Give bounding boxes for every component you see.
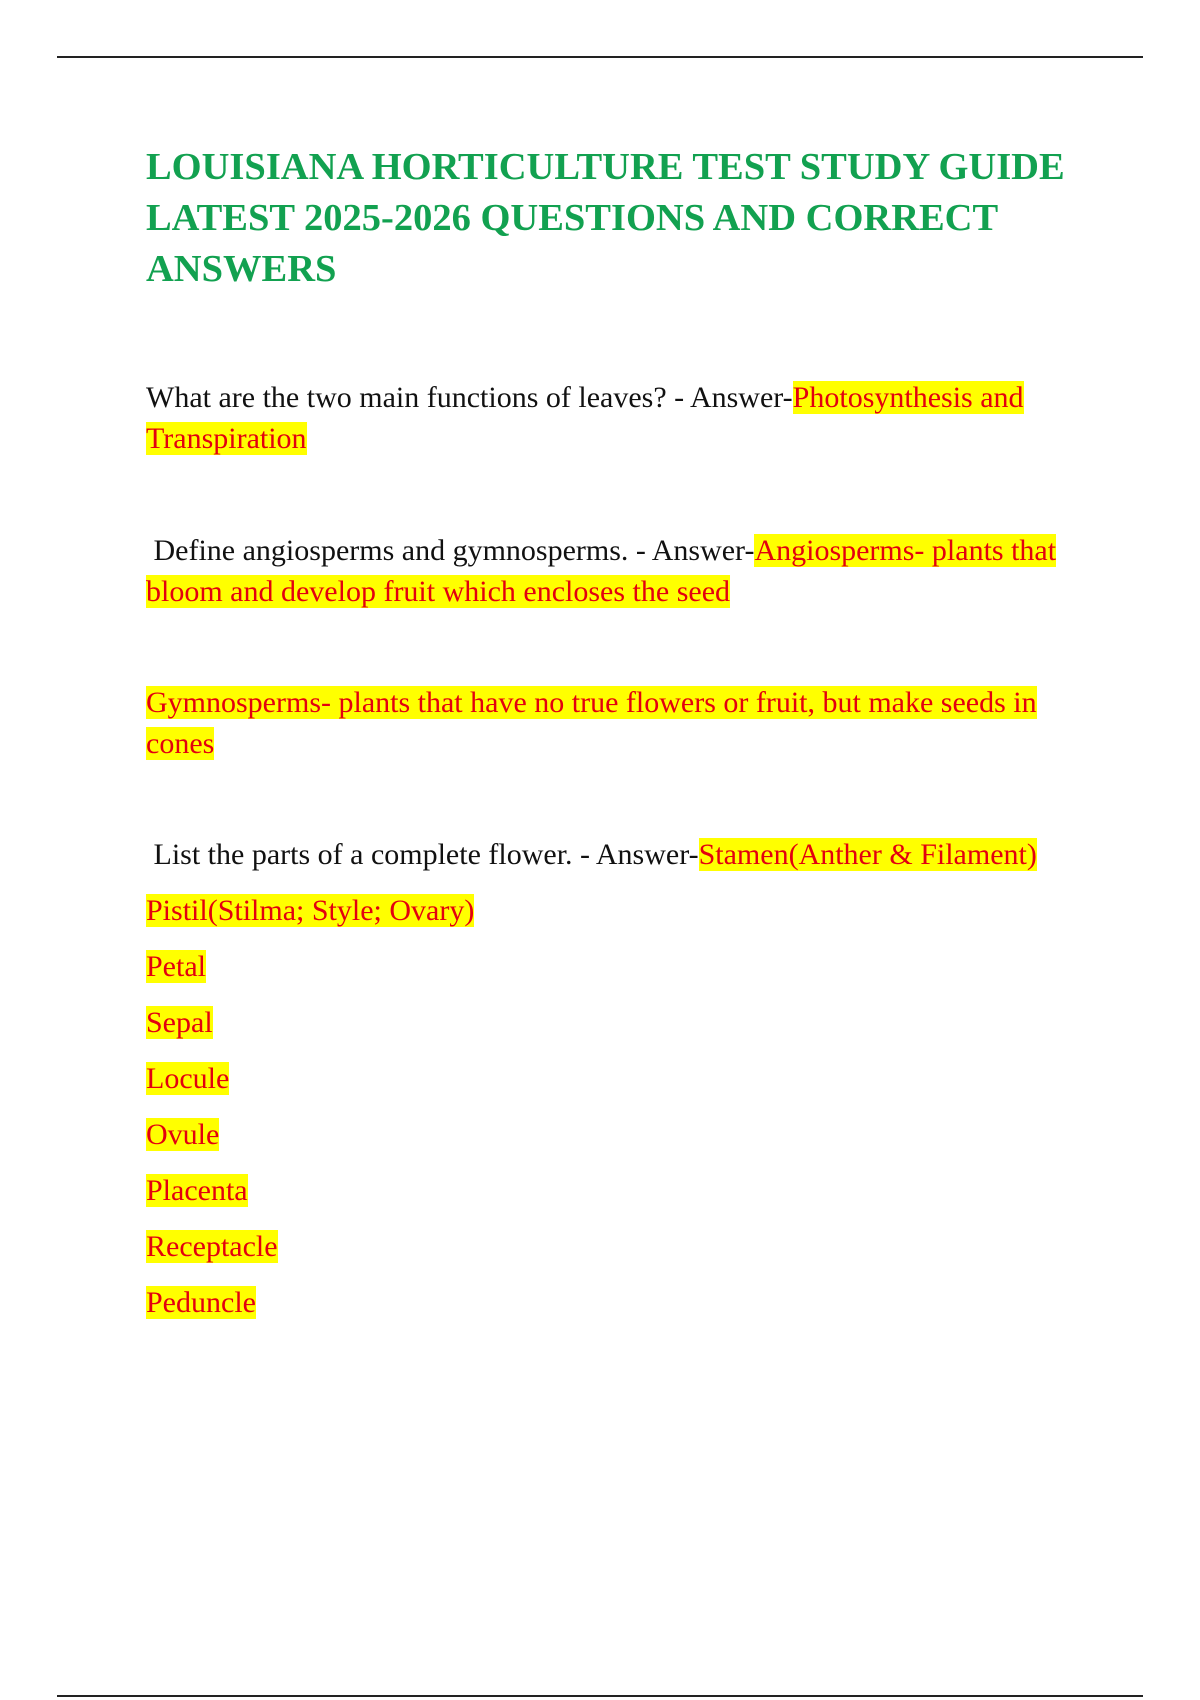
- list-item: [146, 1282, 1076, 1323]
- answer-2-highlight: Angiosperms- plants that bloom and develop fruit which encloses the seed: [146, 534, 1057, 608]
- flower-part-receptacle: Receptacle: [146, 1230, 278, 1263]
- list-item: [146, 946, 1076, 987]
- list-item: [146, 1058, 1076, 1099]
- document-body: [146, 142, 1076, 1323]
- list-item: [146, 1226, 1076, 1267]
- list-item: [146, 1170, 1076, 1211]
- flower-part-placenta: Placenta: [146, 1174, 248, 1207]
- flower-part-locule: Locule: [146, 1062, 230, 1095]
- document-title: LOUISIANA HORTICULTURE TEST STUDY GUIDE LATEST 2025-2026 QUESTIONS AND CORRECT ANSWERS: [146, 146, 1065, 290]
- question-2: [146, 530, 1076, 612]
- flower-part-peduncle: Peduncle: [146, 1286, 256, 1319]
- flower-parts-list: [146, 890, 1076, 1323]
- list-item: [146, 1002, 1076, 1043]
- flower-part-petal: Petal: [146, 950, 206, 983]
- question-1-text: What are the two main functions of leaves? - Answer-: [146, 381, 793, 414]
- answer-3-highlight: Stamen(Anther & Filament): [698, 838, 1037, 871]
- list-item: [146, 890, 1076, 931]
- list-item: [146, 1114, 1076, 1155]
- answer-2-continued: [146, 682, 1076, 764]
- question-3-text: List the parts of a complete flower. - Answer-: [146, 838, 699, 871]
- answer-1-highlight: Photosynthesis and Transpiration: [146, 381, 1024, 455]
- flower-part-pistil: Pistil(Stilma; Style; Ovary): [146, 894, 475, 927]
- question-1: [146, 377, 1076, 459]
- answer-2-gymnosperms-highlight: Gymnosperms- plants that have no true flowers or fruit, but make seeds in cones: [146, 686, 1037, 760]
- flower-part-ovule: Ovule: [146, 1118, 220, 1151]
- question-2-text: Define angiosperms and gymnosperms. - Answer-: [146, 534, 755, 567]
- flower-part-sepal: Sepal: [146, 1006, 213, 1039]
- header-rule: [57, 56, 1143, 58]
- question-3: [146, 834, 1076, 875]
- footer-rule: [57, 1695, 1143, 1697]
